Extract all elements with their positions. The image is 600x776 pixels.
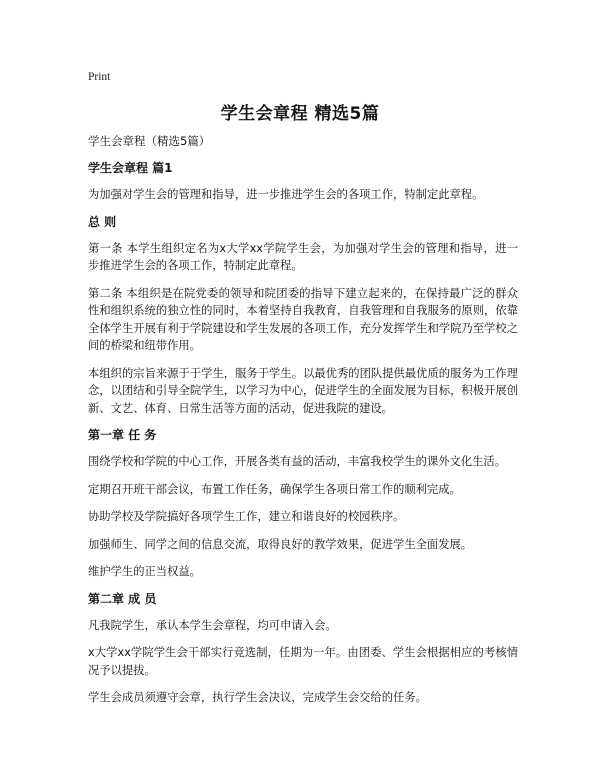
section-tasks [88,427,518,581]
paragraph: 本组织的宗旨来源于于学生，服务于学生。以最优秀的团队提供最优质的服务为工作理念，以团结和引导全院学生，以学习为中心，促进学生的全面发展为目标，积极开展创新、文艺、体育、日常生活等方面的活动，促进我院的建设。 [88,366,518,415]
paragraph: 第二条 本组织是在院党委的领导和院团委的指导下建立起来的，在保持最广泛的群众性和组织系统的独立性的同时，本着坚持自我教育，自我管理和自我服务的原则，依靠全体学生开展有利于学院建设和学生发展的各项工作，充分发挥学生和学院乃至学校之间的桥梁和纽带作用。 [88,286,518,352]
paragraph: 凡我院学生，承认本学生会章程，均可申请入会。 [88,618,337,632]
section-heading: 学生会章程 篇1 [88,161,173,175]
paragraph: 第一条 本学生组织定名为x大学xx学院学生会，为加强对学生会的管理和指导，进一步推进学生会的各项工作，特制定此章程。 [88,241,518,272]
paragraph: 协助学校及学院搞好各项学生工作，建立和谐良好的校园秩序。 [88,510,405,523]
paragraph: 加强师生、同学之间的信息交流，取得良好的教学效果，促进学生全面发展。 [88,537,473,551]
section-heading: 第一章 任 务 [88,428,157,442]
paragraph: x大学xx学院学生会干部实行竞选制，任期为一年。由团委、学生会根据相应的考核情况予以提拔。 [88,646,518,677]
document-body [88,133,518,717]
print-label: Print [88,71,111,83]
paragraph: 维护学生的正当权益。 [88,565,201,578]
paragraph: 围绕学校和学院的中心工作，开展各类有益的活动，丰富我校学生的课外文化生活。 [88,455,506,468]
paragraph: 为加强对学生会的管理和指导，进一步推进学生会的各项工作，特制定此章程。 [88,188,484,201]
section-members [88,591,518,707]
page-title: 学生会章程 精选5篇 [220,104,380,124]
paragraph: 定期召开班干部会议，布置工作任务，确保学生各项日常工作的顺利完成。 [88,482,461,496]
section-general [88,214,518,418]
section-heading: 总 则 [88,214,117,229]
section-heading: 第二章 成 员 [88,591,157,606]
paragraph: 学生会成员须遵守会章，执行学生会决议，完成学生会交给的任务。 [88,691,427,704]
document-subtitle: 学生会章程（精选5篇） [88,134,211,148]
section-chapter-1 [88,160,518,204]
